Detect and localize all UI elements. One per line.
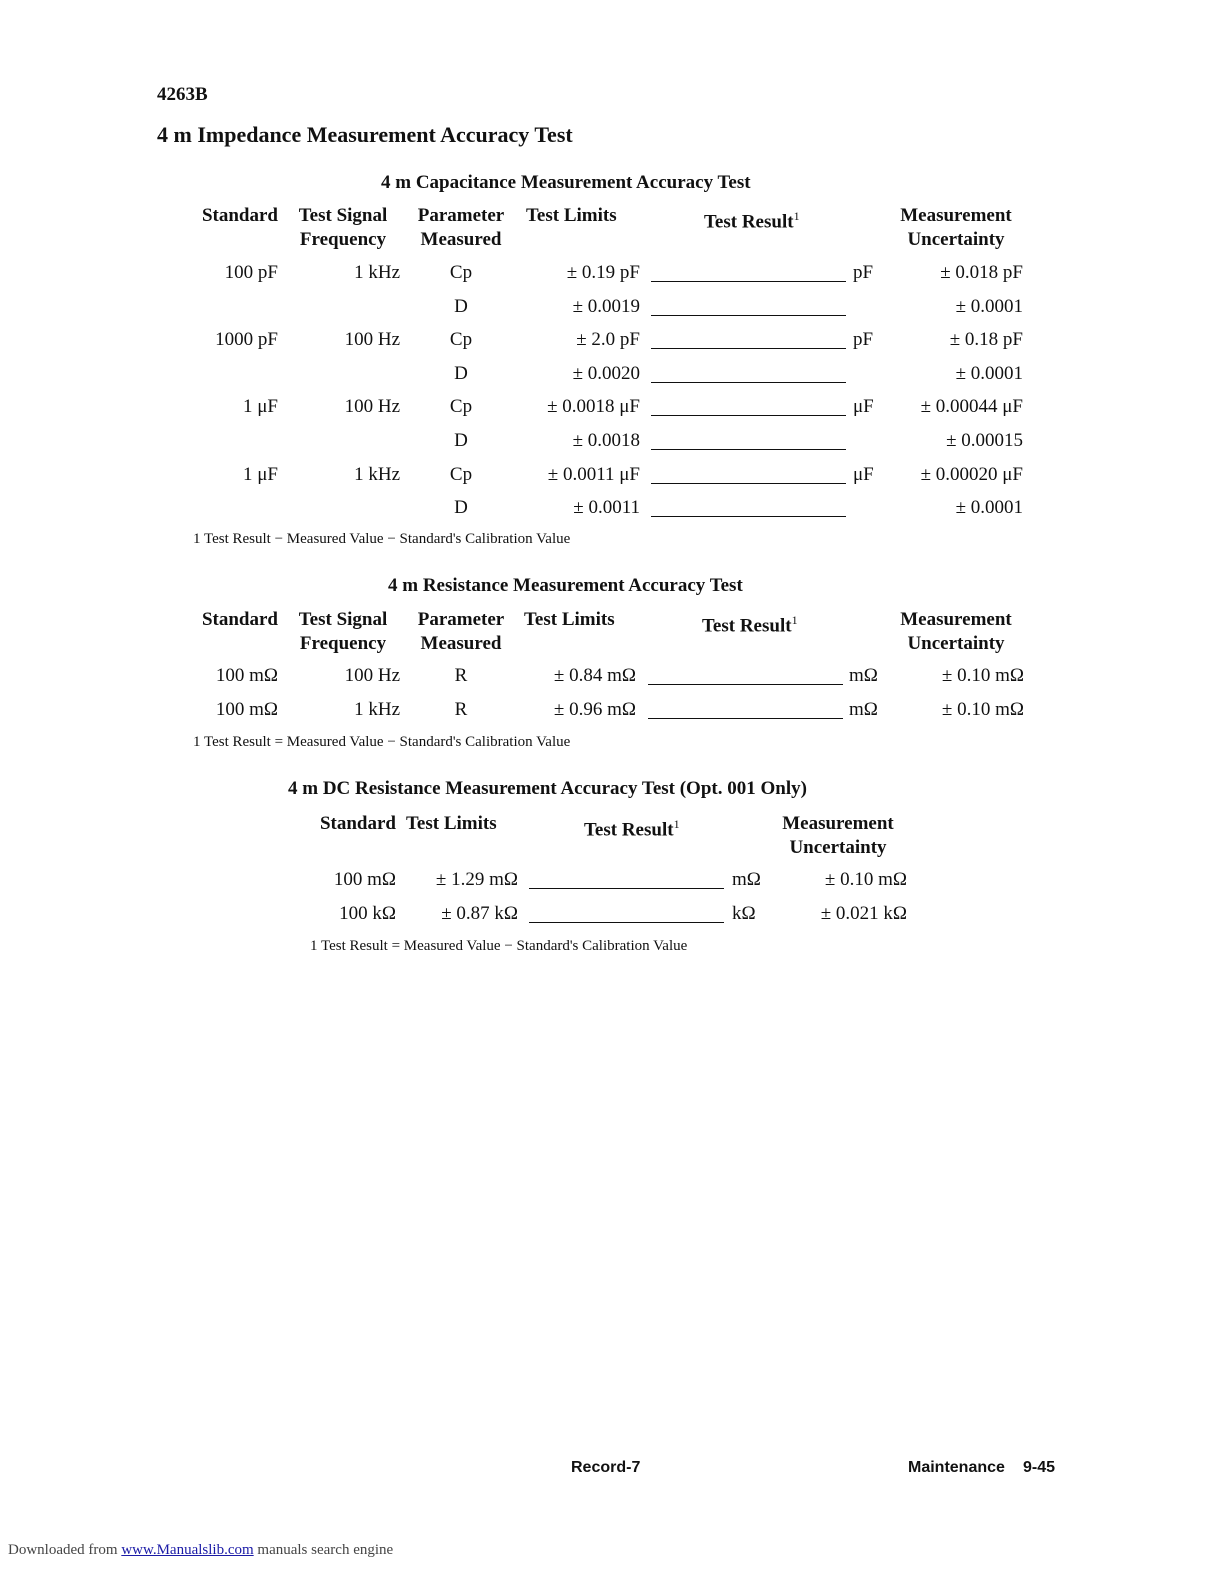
test-result-entry-line[interactable] [651, 449, 846, 450]
frequency-value: 100 Hz [344, 665, 400, 686]
frequency-value: 100 Hz [344, 329, 400, 351]
test-result-entry-line[interactable] [651, 315, 846, 316]
test-limit-value: ± 0.0018 μF [547, 396, 640, 418]
uncertainty-value: ± 0.0001 [955, 295, 1023, 317]
download-prefix: Downloaded from [8, 1542, 118, 1558]
res-header-uncertainty: Measurement Uncertainty [900, 609, 1012, 654]
cap-header-parameter: Parameter Measured [417, 205, 505, 250]
dc-header-result: Test Result$^1$ [584, 817, 680, 841]
section-label: Maintenance [908, 1459, 1005, 1476]
test-limit-value: ± 1.29 mΩ [435, 869, 518, 890]
test-result-entry-line[interactable] [651, 281, 846, 282]
cap-header-result: Test Result$^1$ [704, 209, 800, 233]
uncertainty-value: ± 0.10 mΩ [824, 869, 907, 890]
frequency-value: 1 kHz [354, 698, 400, 720]
uncertainty-value: ± 0.00044 μF [920, 396, 1023, 418]
page-title: 4 m Impedance Measurement Accuracy Test [157, 122, 573, 147]
result-unit: μF [853, 463, 874, 485]
test-result-entry-line[interactable] [651, 516, 846, 517]
res-header-frequency: Test Signal Frequency [298, 609, 388, 654]
test-result-entry-line[interactable] [648, 718, 843, 719]
parameter-value: R [454, 698, 468, 720]
uncertainty-value: ± 0.18 pF [949, 329, 1023, 351]
standard-value: 100 pF [224, 262, 278, 283]
resistance-section-title: 4 m Resistance Measurement Accuracy Test [388, 575, 743, 596]
test-result-entry-line[interactable] [651, 483, 846, 484]
test-limit-value: ± 0.0011 μF [547, 463, 640, 485]
test-limit-value: ± 0.87 kΩ [441, 902, 518, 924]
parameter-value: D [454, 295, 468, 317]
standard-value: 1000 pF [215, 329, 278, 351]
res-header-standard: Standard [201, 609, 278, 630]
parameter-value: R [454, 665, 468, 686]
result-unit: pF [853, 329, 874, 351]
test-result-entry-line[interactable] [651, 348, 846, 349]
parameter-value: D [454, 430, 468, 451]
test-limit-value: ± 0.0018 [572, 430, 640, 451]
uncertainty-value: ± 0.0001 [955, 497, 1023, 519]
parameter-value: Cp [449, 262, 473, 283]
model-number: 4263B [157, 84, 208, 105]
test-result-entry-line[interactable] [651, 415, 846, 416]
test-limit-value: ± 0.84 mΩ [553, 665, 636, 686]
parameter-value: Cp [449, 329, 473, 351]
dc-header-limits: Test Limits [406, 813, 497, 834]
test-limit-value: ± 0.0011 [573, 497, 640, 519]
manualslib-link[interactable]: www.Manualslib.com [121, 1542, 254, 1558]
uncertainty-value: ± 0.00020 μF [920, 463, 1023, 485]
test-limit-value: ± 0.96 mΩ [553, 698, 636, 720]
frequency-value: 1 kHz [354, 463, 400, 485]
download-notice [8, 1542, 393, 1559]
test-limit-value: ± 0.19 pF [566, 262, 640, 283]
uncertainty-value: ± 0.021 kΩ [820, 902, 907, 924]
test-result-entry-line[interactable] [651, 382, 846, 383]
standard-value: 1 μF [242, 463, 278, 485]
result-unit: μF [853, 396, 874, 418]
res-header-limits: Test Limits [524, 609, 615, 630]
frequency-value: 100 Hz [344, 396, 400, 418]
test-result-entry-line[interactable] [648, 684, 843, 685]
cap-header-uncertainty: Measurement Uncertainty [900, 205, 1012, 250]
download-suffix: manuals search engine [257, 1542, 394, 1558]
cap-header-standard: Standard [201, 205, 278, 226]
uncertainty-value: ± 0.00015 [946, 430, 1023, 451]
cap-header-limits: Test Limits [526, 205, 617, 226]
capacitance-section-title: 4 m Capacitance Measurement Accuracy Test [381, 172, 751, 193]
uncertainty-value: ± 0.10 mΩ [941, 665, 1024, 686]
test-result-entry-line[interactable] [529, 922, 724, 923]
standard-value: 1 μF [242, 396, 278, 418]
uncertainty-value: ± 0.018 pF [940, 262, 1023, 283]
res-header-result: Test Result$^1$ [702, 613, 798, 637]
test-limit-value: ± 0.0020 [572, 362, 640, 384]
result-unit: mΩ [849, 665, 878, 686]
res-header-parameter: Parameter Measured [417, 609, 505, 654]
dc-header-uncertainty: Measurement Uncertainty [782, 813, 894, 858]
parameter-value: Cp [449, 463, 473, 485]
capacitance-footnote: 1 Test Result − Measured Value − Standard's Calibration Value [193, 531, 571, 547]
parameter-value: D [454, 362, 468, 384]
standard-value: 100 mΩ [215, 698, 278, 720]
result-unit: kΩ [732, 902, 756, 924]
dc-resistance-footnote: 1 Test Result = Measured Value − Standard's Calibration Value [310, 938, 688, 954]
uncertainty-value: ± 0.10 mΩ [941, 698, 1024, 720]
dc-header-standard: Standard [319, 813, 396, 834]
standard-value: 100 kΩ [339, 902, 396, 924]
result-unit: pF [853, 262, 874, 283]
test-limit-value: ± 2.0 pF [576, 329, 640, 351]
test-limit-value: ± 0.0019 [572, 295, 640, 317]
uncertainty-value: ± 0.0001 [955, 362, 1023, 384]
cap-header-frequency: Test Signal Frequency [298, 205, 388, 250]
record-label: Record-7 [571, 1459, 641, 1476]
test-result-entry-line[interactable] [529, 888, 724, 889]
page-number: 9-45 [1023, 1459, 1056, 1476]
result-unit: mΩ [849, 698, 878, 720]
result-unit: mΩ [732, 869, 761, 890]
standard-value: 100 mΩ [333, 869, 396, 890]
parameter-value: D [454, 497, 468, 519]
standard-value: 100 mΩ [215, 665, 278, 686]
frequency-value: 1 kHz [354, 262, 400, 283]
resistance-footnote: 1 Test Result = Measured Value − Standard's Calibration Value [193, 734, 571, 750]
dc-resistance-section-title: 4 m DC Resistance Measurement Accuracy Test (Opt. 001 Only) [288, 778, 807, 799]
parameter-value: Cp [449, 396, 473, 418]
